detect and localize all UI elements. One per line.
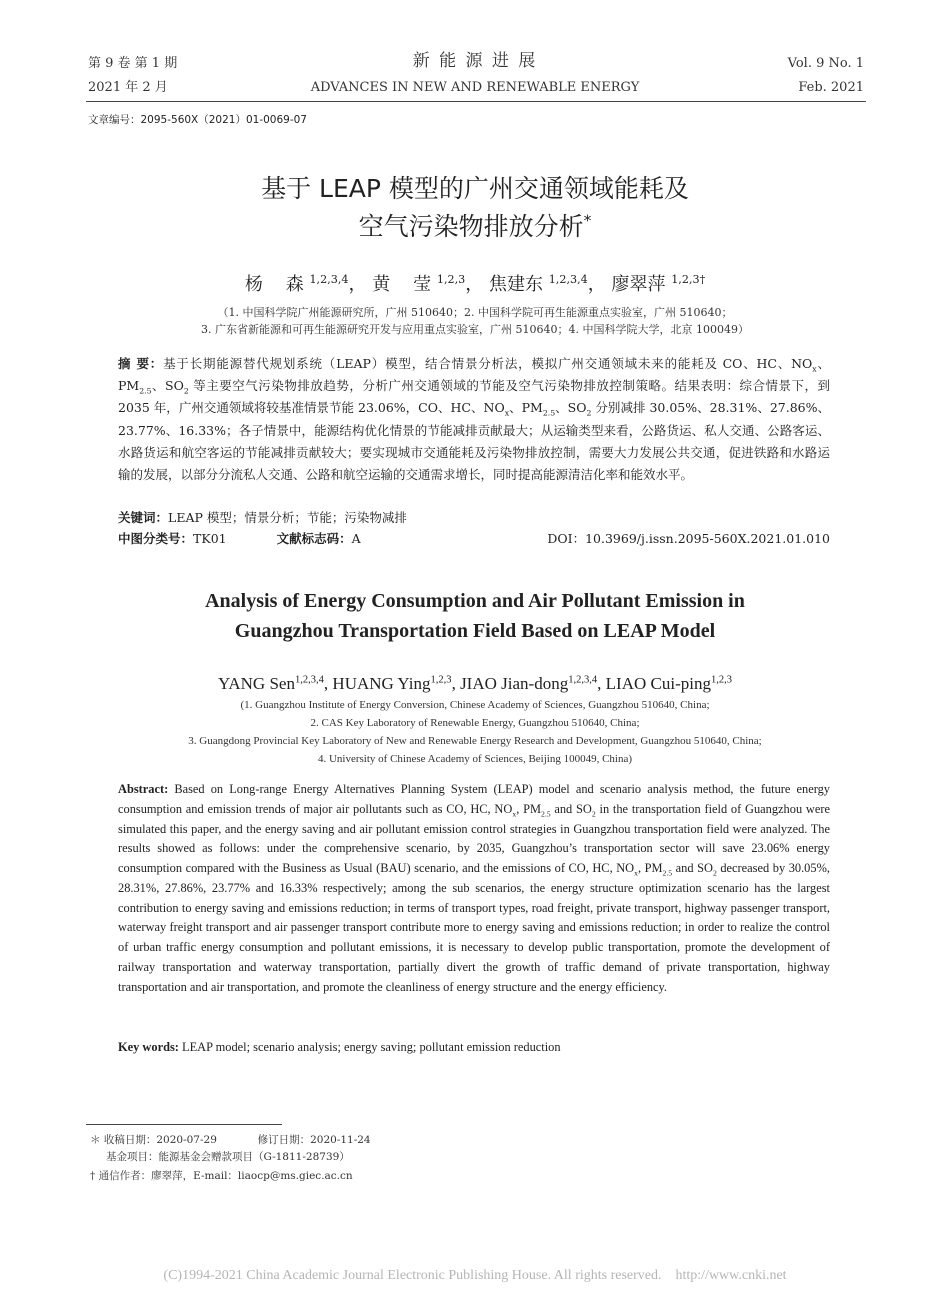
author-en[interactable]: LIAO Cui-ping$^{1,2,3}$ [605,674,733,693]
publication-date: 2021 年 2 月 [88,80,168,95]
footnote-rule [86,1124,282,1125]
affiliation-en-line: 2. CAS Key Laboratory of Renewable Energy, Guangzhou 510640, China; [310,717,640,729]
affiliation-en-line: 4. University of Chinese Academy of Sciences, Beijing 100049, China) [317,753,633,765]
title-footnote-mark: * [583,211,592,230]
author-en[interactable]: YANG Sen$^{1,2,3,4}$, [217,674,333,693]
title-en-line1: Analysis of Energy Consumption and Air Pollutant Emission in [205,590,745,612]
footnote-fund: 基金项目：能源基金会赠款项目（G-1811-28739） [106,1151,350,1163]
author-en[interactable]: JIAO Jian-dong$^{1,2,3,4}$, [460,674,606,693]
abstract-en: Abstract: Based on Long-range Energy Alternatives Planning System (LEAP) model and scenario analysis method, the future energy consumption and emission trends of major air pollutants such as CO, HC, $NO_x$, $PM_{2.5}$ and $SO_2$ in the transportation field of Guangzhou were simulated this paper, and the energy saving and air pollutant emission control strategies in Guangzhou transportation field were analyzed. The results showed as follows: under the comprehensive scenario, by 2035, Guangzhou’s transportation sector will save 23.06% energy consumption compared with the Business as Usual (BAU) scenario, and the emissions of CO, HC, $NO_x$, $PM_{2.5}$ and $SO_2$ decreased by 30.05%, 28.31%, 27.86%, 23.77% and 16.33% respectively; among the sub scenarios, the energy structure optimization scenario has the largest contribution to energy saving and emissions reduction; in terms of transport types, road freight, private transport, highway passenger transport, waterway freight transport and air passenger transport contribute more to energy saving and emissions reduction; in order to realize the control of urban traffic energy consumption and pollutant emissions, it is necessary to develop public transportation, promote the development of railway transportation and waterway transportation, partially divert the growth of traffic demand of private transportation, highway transportation and air transportation, and promote the cleanliness of energy structure and the energy efficiency. [118,782,831,994]
affiliation-en-line: 3. Guangdong Provincial Key Laboratory of New and Renewable Energy Research and Development, Guangzhou 510640, China; [188,735,762,747]
author-en[interactable]: HUANG Ying$^{1,2,3}$, [332,674,461,693]
title-en-line2: Guangzhou Transportation Field Based on LEAP Model [234,620,716,642]
abstract-en-label: Abstract: [118,782,169,796]
clc-code: TK01 [193,531,227,546]
corresponding-email[interactable]: 廖翠萍，E-mail：liaocp@ms.giec.ac.cn [151,1170,353,1182]
author-cn[interactable]: 焦建东 $^{1,2,3,4}$， [488,273,606,295]
journal-title-cn: 新 能 源 进 展 [412,51,538,71]
author-cn[interactable]: 黄 莹 $^{1,2,3}$， [372,273,484,295]
title-cn-text: 空气污染物排放分析 [358,212,584,241]
authors-cn [0,274,950,296]
volume-issue-en: Vol. 9 No. 1 [787,56,864,71]
title-cn-line1: 基于 LEAP 模型的广州交通领域能耗及 [261,174,689,203]
doc-code: A [351,531,361,546]
keywords-en: Key words: LEAP model; scenario analysis; energy saving; pollutant emission reduction [118,1040,561,1054]
classification-row: 中图分类号：TK01 文献标志码：A DOI：10.3969/j.issn.2095-560X.2021.01.010 [118,529,830,549]
affiliation-cn-line: （1. 中国科学院广州能源研究所，广州 510640；2. 中国科学院可再生能源重点实验室，广州 510640； [217,306,733,319]
affiliation-cn-line: 3. 广东省新能源和可再生能源研究开发与应用重点实验室，广州 510640；4. 中国科学院大学，北京 100049） [201,323,749,336]
title-cn-line2 [0,210,950,244]
author-cn[interactable]: 廖翠萍 $^{1,2,3\dagger}$ [611,273,706,295]
abstract-cn: 摘 要：基于长期能源替代规划系统（LEAP）模型，结合情景分析法，模拟广州交通领域未来的能耗及 CO、HC、$NO_x$、$PM_{2.5}$、$SO_2$ 等主要空气污染物排放趋势，分析广州交通领域的节能及空气污染物排放控制策略。结果表明：综合情景下，到 2035 年，广州交通领域将较基准情景节能 23.06%，CO、HC、$NO_x$、$PM_{2.5}$、$SO_2$ 分别减排 30.05%、28.31%、27.86%、23.77%、16.33%；各子情景中，能源结构优化情景的节能减排贡献最大；从运输类型来看，公路货运、私人交通、公路客运、水路货运和航空客运的节能减排贡献较大；要实现城市交通能耗及污染物排放控制，需要大力发展公共交通，促进铁路和水路运输的发展，以部分分流私人交通、公路和航空运输的交通需求增长，同时提高能源清洁化率和能效水平。 [118,356,831,483]
footnote-corresponding: † 通信作者：廖翠萍，E-mail：liaocp@ms.giec.ac.cn [90,1170,353,1182]
authors-en [0,673,950,695]
volume-issue: 第 9 卷 第 1 期 [88,56,178,71]
article-number: 文章编号：2095-560X（2021）01-0069-07 [88,114,307,126]
header-rule [86,101,866,102]
abstract-cn-label: 摘 要： [118,356,164,371]
publication-date-en: Feb. 2021 [798,80,864,95]
cnki-watermark: (C)1994-2021 China Academic Journal Electronic Publishing House. All rights reserved. http://www.cnki.net [163,1268,787,1283]
footnote-received: ＊ 收稿日期：2020-07-29 修订日期：2020-11-24 [90,1134,371,1146]
keywords-cn: 关键词：LEAP 模型；情景分析；节能；污染物减排 [118,510,407,525]
doi[interactable]: DOI：10.3969/j.issn.2095-560X.2021.01.010 [547,531,830,546]
journal-title-en: ADVANCES IN NEW AND RENEWABLE ENERGY [310,80,640,95]
affiliation-en-line: (1. Guangzhou Institute of Energy Conversion, Chinese Academy of Sciences, Guangzhou 510640, China; [240,699,710,711]
author-cn[interactable]: 杨 森 $^{1,2,3,4}$， [244,273,367,295]
